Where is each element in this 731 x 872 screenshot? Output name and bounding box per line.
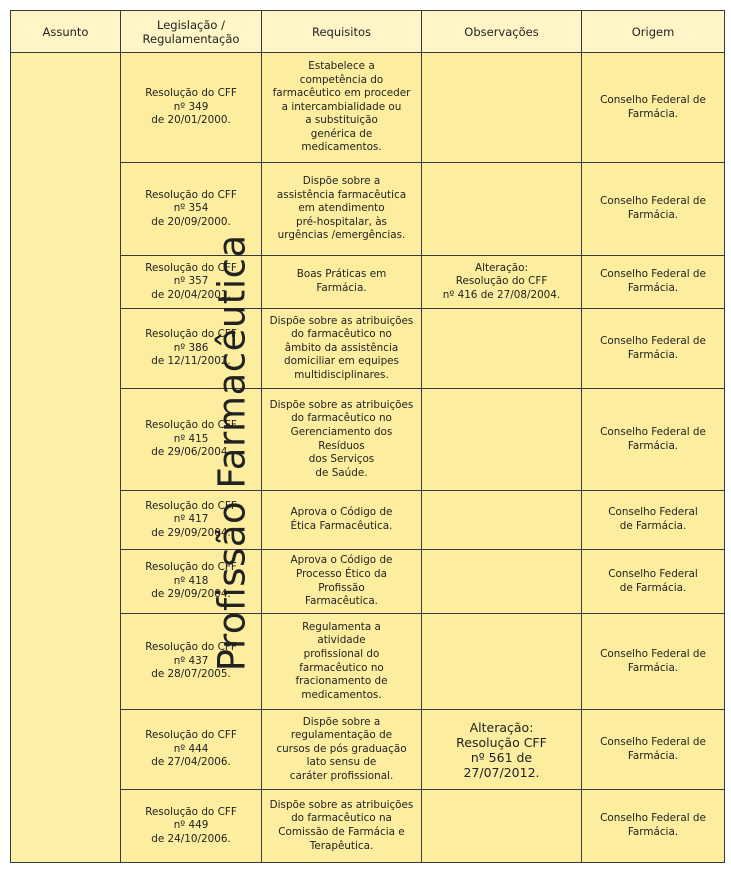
origin-cell: Conselho Federal de Farmácia. <box>582 614 725 710</box>
observations-cell <box>422 389 582 491</box>
observations-cell <box>422 309 582 389</box>
requirements-cell: Regulamenta a atividade profissional do farmacêutico no fracionamento de medicamentos. <box>262 614 422 710</box>
header-requisitos: Requisitos <box>262 11 422 53</box>
legislation-cell: Resolução do CFF nº 357 de 20/04/2001. <box>121 256 262 309</box>
origin-cell: Conselho Federal de Farmácia. <box>582 491 725 550</box>
observations-cell: Alteração: Resolução do CFF nº 416 de 27/08/2004. <box>422 256 582 309</box>
legislation-cell: Resolução do CFF nº 437 de 28/07/2005. <box>121 614 262 710</box>
observations-cell <box>422 53 582 163</box>
origin-cell: Conselho Federal de Farmácia. <box>582 309 725 389</box>
observations-cell <box>422 614 582 710</box>
observations-cell: Alteração: Resolução CFF nº 561 de 27/07/2012. <box>422 710 582 790</box>
legislation-cell: Resolução do CFF nº 349 de 20/01/2000. <box>121 53 262 163</box>
subject-label: Profissão Farmacêutica <box>210 234 254 671</box>
observations-cell <box>422 491 582 550</box>
header-legislacao: Legislação / Regulamentação <box>121 11 262 53</box>
requirements-cell: Boas Práticas em Farmácia. <box>262 256 422 309</box>
requirements-cell: Estabelece a competência do farmacêutico em proceder a intercambialidade ou a substituição genérica de medicamentos. <box>262 53 422 163</box>
observations-cell <box>422 790 582 863</box>
header-origem: Origem <box>582 11 725 53</box>
origin-cell: Conselho Federal de Farmácia. <box>582 710 725 790</box>
legislation-cell: Resolução do CFF nº 418 de 29/09/2004. <box>121 550 262 614</box>
origin-cell: Conselho Federal de Farmácia. <box>582 163 725 256</box>
origin-cell: Conselho Federal de Farmácia. <box>582 53 725 163</box>
legislation-cell: Resolução do CFF nº 386 de 12/11/2002. <box>121 309 262 389</box>
observations-cell <box>422 550 582 614</box>
header-observacoes: Observações <box>422 11 582 53</box>
header-row <box>11 11 725 53</box>
requirements-cell: Dispõe sobre a regulamentação de cursos de pós graduação lato sensu de caráter profissional. <box>262 710 422 790</box>
requirements-cell: Dispõe sobre as atribuições do farmacêutico no Gerenciamento dos Resíduos dos Serviços de Saúde. <box>262 389 422 491</box>
legislation-cell: Resolução do CFF nº 444 de 27/04/2006. <box>121 710 262 790</box>
header-assunto: Assunto <box>11 11 121 53</box>
legislation-cell: Resolução do CFF nº 354 de 20/09/2000. <box>121 163 262 256</box>
requirements-cell: Dispõe sobre as atribuições do farmacêutico no âmbito da assistência domiciliar em equipes multidisciplinares. <box>262 309 422 389</box>
legislation-cell: Resolução do CFF nº 415 de 29/06/2004. <box>121 389 262 491</box>
origin-cell: Conselho Federal de Farmácia. <box>582 790 725 863</box>
legislation-cell: Resolução do CFF nº 449 de 24/10/2006. <box>121 790 262 863</box>
legislation-table <box>10 10 725 863</box>
origin-cell: Conselho Federal de Farmácia. <box>582 550 725 614</box>
legislation-cell: Resolução do CFF nº 417 de 29/09/2004. <box>121 491 262 550</box>
requirements-cell: Dispõe sobre a assistência farmacêutica em atendimento pré-hospitalar, às urgências /emergências. <box>262 163 422 256</box>
observations-cell <box>422 163 582 256</box>
requirements-cell: Aprova o Código de Processo Ético da Profissão Farmacêutica. <box>262 550 422 614</box>
origin-cell: Conselho Federal de Farmácia. <box>582 256 725 309</box>
origin-cell: Conselho Federal de Farmácia. <box>582 389 725 491</box>
requirements-cell: Dispõe sobre as atribuições do farmacêutico na Comissão de Farmácia e Terapêutica. <box>262 790 422 863</box>
requirements-cell: Aprova o Código de Ética Farmacêutica. <box>262 491 422 550</box>
table-row <box>11 53 725 163</box>
